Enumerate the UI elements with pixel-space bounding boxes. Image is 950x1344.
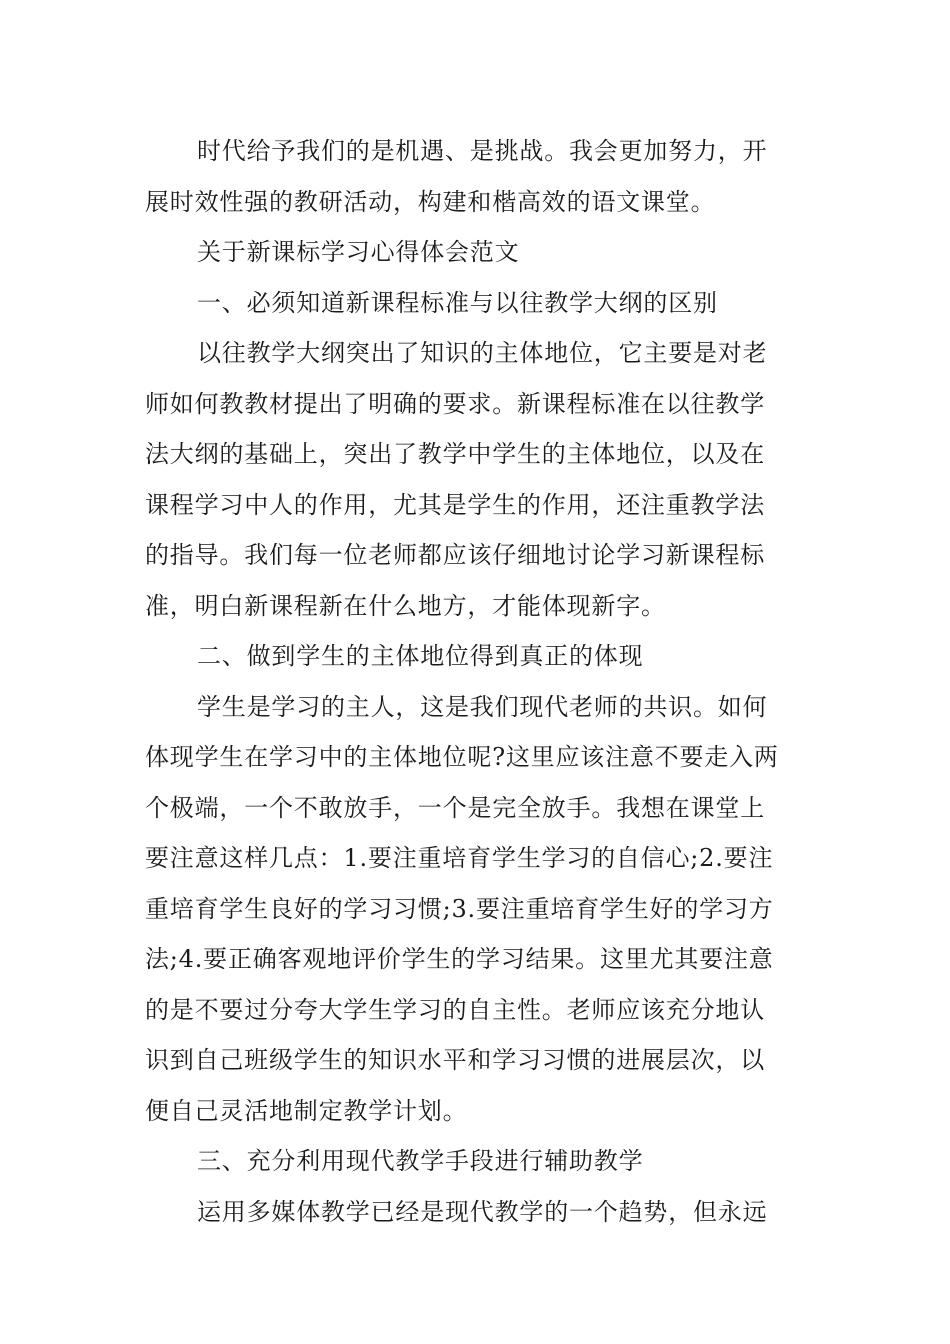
section-title: 关于新课标学习心得体会范文 (197, 238, 520, 266)
section-heading: 二、做到学生的主体地位得到真正的体现 (197, 642, 644, 670)
text-line: 师如何教教材提出了明确的要求。新课程标准在以往教学 (145, 389, 765, 418)
text-line: 体现学生在学习中的主体地位呢?这里应该注意不要走入两 (145, 743, 779, 771)
text-line: 的是不要过分夸大学生学习的自主性。老师应该充分地认 (145, 995, 765, 1024)
text-line: 要注意这样几点：1.要注重培育学生学习的自信心;2.要注 (145, 844, 774, 872)
text-line: 以往教学大纲突出了知识的主体地位，它主要是对老 (197, 339, 768, 367)
text-line: 学生是学习的主人，这是我们现代老师的共识。如何 (197, 692, 768, 721)
text-line: 法;4.要正确客观地评价学生的学习结果。这里尤其要注意 (145, 945, 774, 973)
text-line: 重培育学生良好的学习习惯;3.要注重培育学生好的学习方 (145, 894, 774, 923)
text-line: 识到自己班级学生的知识水平和学习习惯的进展层次，以 (145, 1046, 765, 1074)
text-line: 时代给予我们的是机遇、是挑战。我会更加努力，开 (197, 137, 768, 165)
text-line: 运用多媒体教学已经是现代教学的一个趋势，但永远 (197, 1197, 768, 1226)
text-line: 展时效性强的教研活动，构建和楷高效的语文课堂。 (145, 187, 716, 216)
text-line: 个极端，一个不敢放手，一个是完全放手。我想在课堂上 (145, 793, 765, 822)
document-body (145, 126, 815, 1237)
text-line: 的指导。我们每一位老师都应该仔细地讨论学习新课程标 (145, 541, 765, 569)
section-heading: 三、充分利用现代教学手段进行辅助教学 (197, 1147, 644, 1175)
text-line: 法大纲的基础上，突出了教学中学生的主体地位，以及在 (145, 440, 765, 468)
text-line: 课程学习中人的作用，尤其是学生的作用，还注重教学法 (145, 490, 765, 519)
text-line: 便自己灵活地制定教学计划。 (145, 1096, 468, 1125)
section-heading: 一、必须知道新课程标准与以往教学大纲的区别 (197, 288, 718, 317)
text-line: 准，明白新课程新在什么地方，才能体现新字。 (145, 591, 666, 620)
